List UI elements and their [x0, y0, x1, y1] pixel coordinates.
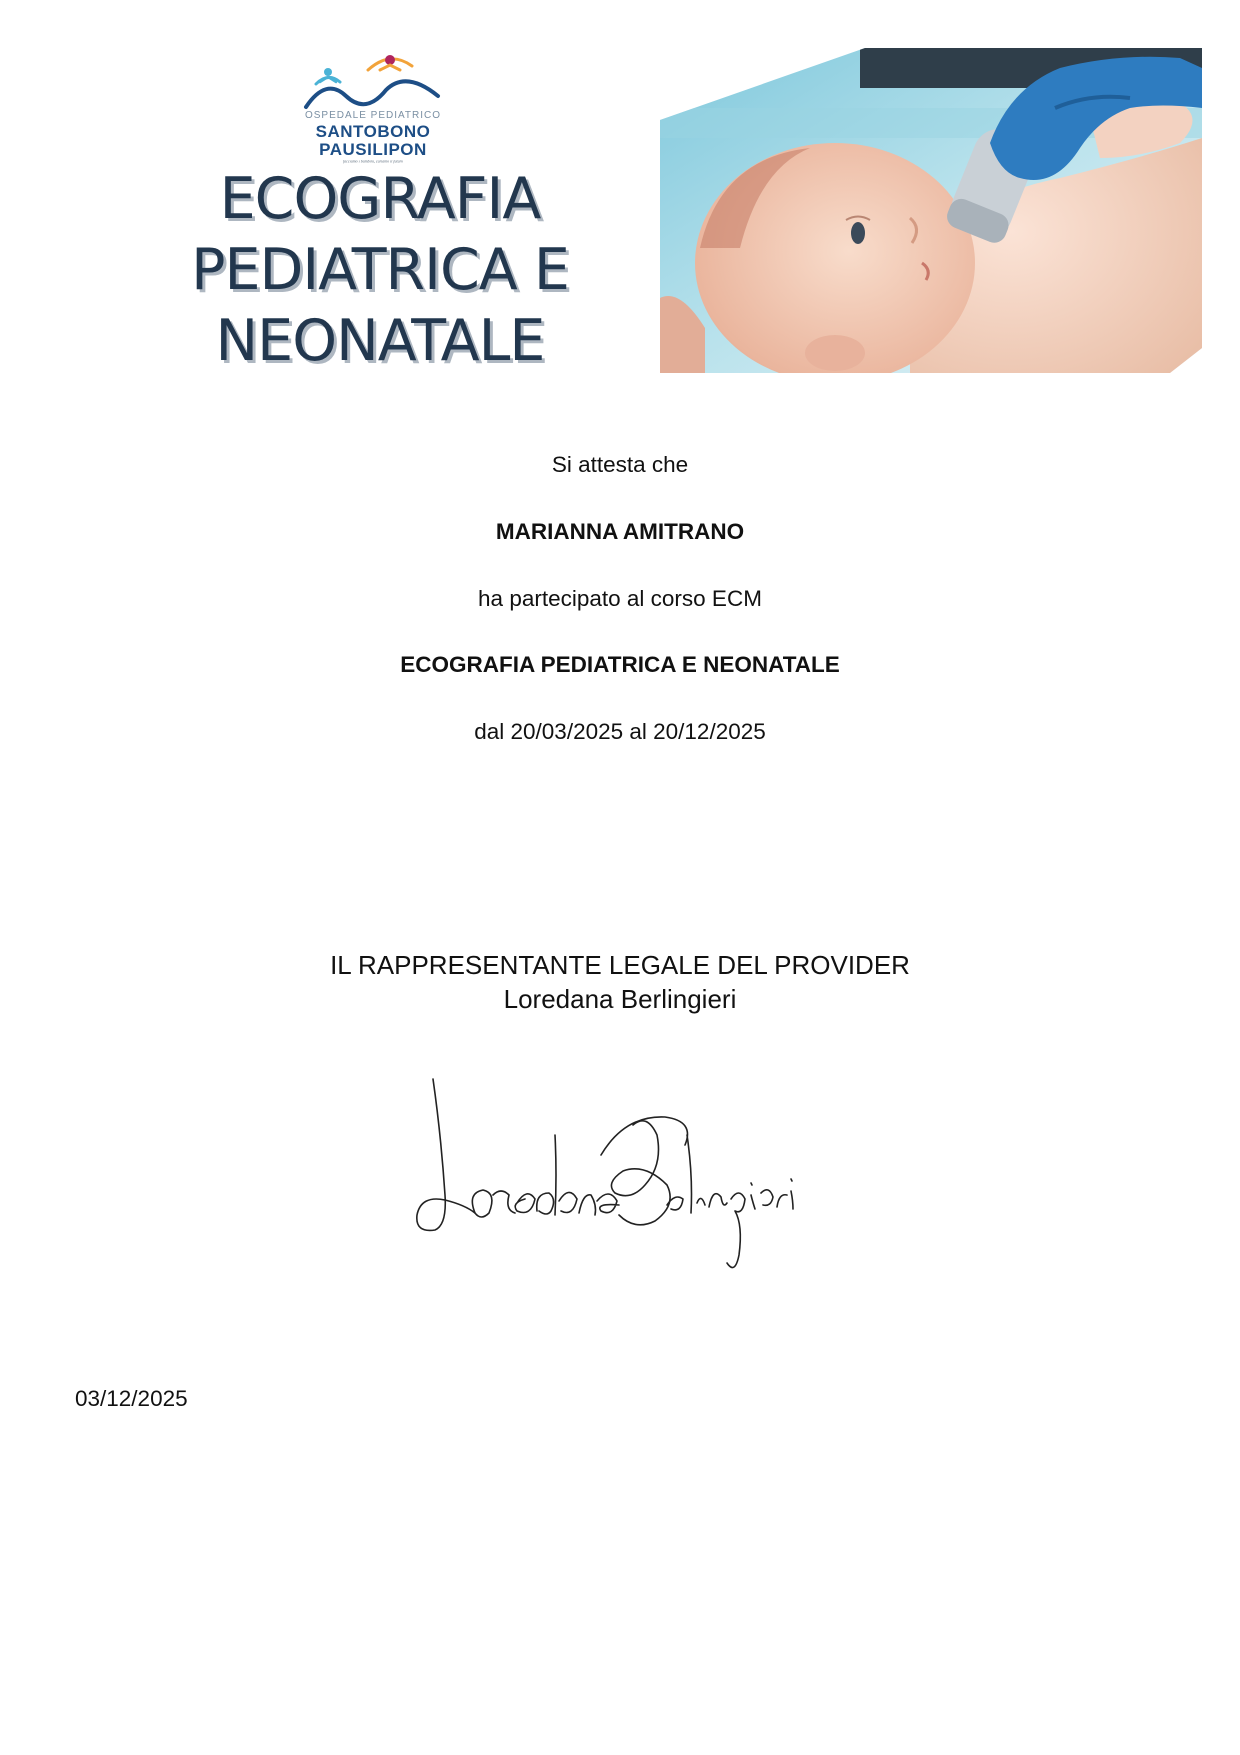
hospital-logo [298, 52, 448, 170]
issue-date: 03/12/2025 [75, 1386, 188, 1411]
logo-mark-icon [298, 52, 448, 112]
course-title-graphic [150, 164, 610, 377]
attest-text: Si attesta che [551, 452, 689, 477]
logo-subtitle: OSPEDALE PEDIATRICO [304, 110, 442, 121]
participant-name: MARIANNA AMITRANO [495, 519, 745, 544]
course-period: dal 20/03/2025 al 20/12/2025 [474, 719, 766, 744]
handwritten-signature [405, 1075, 825, 1295]
participation-text: ha partecipato al corso ECM [478, 586, 762, 611]
logo-name-line1: SANTOBONO [315, 122, 431, 141]
legal-representative-title: IL RAPPRESENTANTE LEGALE DEL PROVIDER [330, 950, 910, 980]
course-title: ECOGRAFIA PEDIATRICA E NEONATALE [400, 652, 840, 677]
logo-tagline: facciamo i bambini, curiamo il futuro [342, 160, 404, 164]
course-title-line-1: ECOGRAFIA [219, 166, 541, 232]
course-title-line-2: PEDIATRICA E [191, 237, 569, 303]
baby-ultrasound-photo [660, 48, 1202, 373]
course-title-line-3: NEONATALE [215, 308, 545, 374]
legal-representative-name: Loredana Berlingieri [503, 984, 737, 1014]
logo-name-line2: PAUSILIPON [319, 140, 427, 159]
